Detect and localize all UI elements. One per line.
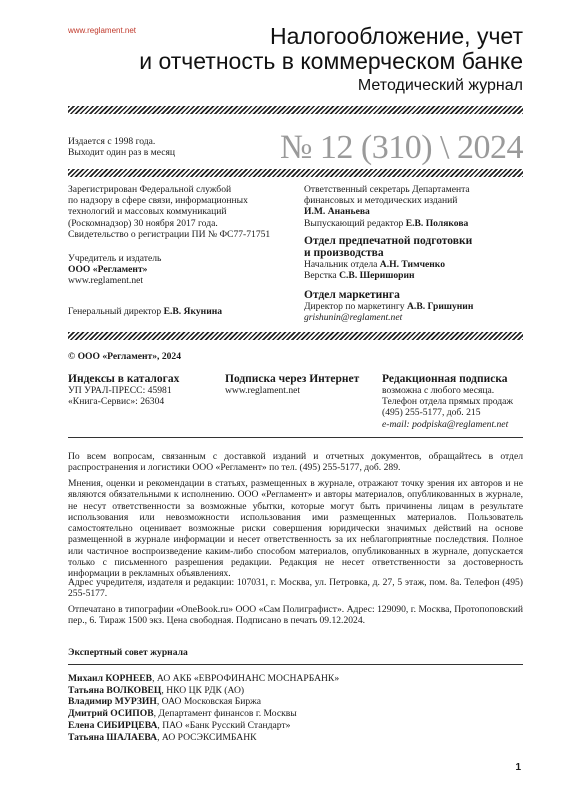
member-org: , НКО ЦК РДК (АО) (161, 684, 245, 696)
journal-title (139, 24, 523, 74)
member-first-name: Татьяна (68, 684, 105, 696)
disclaimer-paragraph: Мнения, оценки и рекомендации в статьях, размещенных в журнале, отражают точку зрения их авторов и не являются обязательными к исполнению. ООО «Регламент» и авторы материалов, опубликованных в журнале, не несут ответственности за возможные убытки, которые могут быть причинены лицам в результате использования или невозможности использования ими размещенных материалов. Пользователь самостоятельно оценивает возможные риски совершения юридически значимых действий на основе размещенной в журнале информации и несет ответственность за их неблагоприятные последствия. Полное или частичное воспроизведение каким-либо способом материалов, опубликованных в журнале, допускается только с письменного разрешения редакции. Редакция не несет ответственности за достоверность информации в рекламных объявлениях. (68, 478, 523, 580)
council-divider (68, 664, 523, 665)
layout-name: С.В. Шеришорин (339, 270, 415, 282)
divider-line (68, 437, 523, 438)
editor-line (304, 218, 524, 229)
layout-label: Верстка (304, 270, 337, 282)
frequency: Выходит один раз в месяц (68, 147, 176, 159)
director-block (68, 306, 222, 317)
member-org: , ПАО «Банк Русский Стандарт» (157, 719, 291, 731)
prepress-chief-label: Начальник отдела (304, 258, 378, 270)
founder-label: Учредитель и издатель (68, 253, 162, 264)
member-last-name: СИБИРЦЕВА (96, 719, 158, 731)
internet-site[interactable]: www.reglament.net (225, 385, 301, 396)
secretary-label: финансовых и методических изданий (304, 195, 458, 207)
council-member (68, 732, 339, 744)
member-org: , АО АКБ «ЕВРОФИНАНС МОСНАРБАНК» (152, 673, 340, 684)
registration-line: по надзору в сфере связи, информационных (68, 195, 248, 207)
member-org: , Департамент финансов г. Москвы (153, 708, 297, 720)
journal-title-line-2: и отчетность в коммерческом банке (139, 48, 523, 74)
registration-line: Свидетельство о регистрации ПИ № ФС77-71751 (68, 228, 271, 240)
founder-block (68, 253, 161, 287)
catalog-index: «Книга-Сервис»: 26304 (68, 396, 165, 408)
registration-line: технологий и массовых коммуникаций (68, 206, 227, 218)
founder-site[interactable]: www.reglament.net (68, 275, 144, 287)
issue-number: № 12 (310) \ 2024 (279, 129, 523, 166)
member-first-name: Татьяна (68, 731, 105, 743)
editor-label: Выпускающий редактор (304, 217, 404, 229)
hatched-divider-middle (68, 169, 523, 177)
site-url[interactable]: www.reglament.net (68, 26, 137, 35)
editorial-email[interactable]: e-mail: podpiska@reglament.net (382, 418, 509, 430)
member-first-name: Дмитрий (68, 708, 108, 720)
prepress-heading: Отдел предпечатной подготовки (304, 234, 473, 247)
registration-line: (Роскомнадзор) 30 ноября 2017 года. (68, 217, 218, 229)
council-member (68, 673, 339, 685)
journal-subtitle: Методический журнал (357, 77, 523, 94)
member-org: , ОАО Московская Биржа (156, 696, 262, 708)
editor-name: Е.В. Полякова (405, 217, 469, 229)
layout-line (304, 270, 524, 281)
secretary-name: И.М. Ананьева (304, 206, 370, 218)
marketing-heading: Отдел маркетинга (304, 289, 400, 302)
member-last-name: ОСИПОВ (110, 708, 154, 720)
prepress-heading: и производства (304, 246, 384, 259)
secretary-label: Ответственный секретарь Департамента (304, 184, 470, 195)
editorial-line: Телефон отдела прямых продаж (382, 396, 514, 408)
prepress-chief-name: А.Н. Тимченко (379, 258, 445, 270)
staff-block (304, 184, 524, 324)
internet-heading: Подписка через Интернет (225, 373, 360, 385)
council-member (68, 708, 339, 720)
prepress-chief-line (304, 259, 524, 270)
member-first-name: Елена (68, 719, 95, 731)
hatched-divider-top (68, 106, 523, 114)
editorial-subscription (382, 373, 524, 430)
hatched-divider-bottom (68, 332, 523, 340)
member-last-name: ВОЛКОВЕЦ (106, 684, 162, 696)
director-name: Е.В. Якунина (163, 306, 223, 317)
address-paragraph: Адрес учредителя, издателя и редакции: 107031, г. Москва, ул. Петровка, д. 27, 5 этаж, пом. 8а. Телефон (495) 255-5177. (68, 577, 523, 600)
council-member (68, 685, 339, 697)
editorial-heading: Редакционная подписка (382, 373, 508, 385)
member-first-name: Владимир (68, 696, 113, 708)
journal-title-line-1: Налогообложение, учет (269, 23, 523, 49)
director-label: Генеральный директор (68, 306, 162, 317)
print-paragraph: Отпечатано в типографии «OneBook.ru» ООО «Сам Полиграфист». Адрес: 129090, г. Москва, Протопоповский пер., 6. Тираж 1500 экз. Цена свободная. Подписано в печать 09.12.2024. (68, 604, 523, 627)
catalog-indexes (68, 373, 218, 407)
member-first-name: Михаил (68, 673, 103, 684)
marketing-director-name: А.В. Гришунин (407, 301, 474, 313)
council-member (68, 696, 339, 708)
page-number: 1 (515, 762, 521, 773)
published-since: Издается с 1998 года. (68, 136, 156, 147)
editorial-line: (495) 255-5177, доб. 215 (382, 407, 481, 419)
delivery-paragraph: По всем вопросам, связанным с доставкой изданий и отчетных документов, обращайтесь в отдел распространения и логистики ООО «Регламент» по тел. (495) 255-5177, доб. 289. (68, 451, 523, 474)
council-member (68, 720, 339, 732)
member-last-name: КОРНЕЕВ (105, 673, 153, 684)
registration-block (68, 184, 288, 240)
member-last-name: МУРЗИН (114, 696, 157, 708)
council-list (68, 673, 339, 743)
marketing-email[interactable]: grishunin@reglament.net (304, 312, 403, 324)
member-org: , АО РОСЭКСИМБАНК (157, 731, 257, 743)
member-last-name: ШАЛАЕВА (106, 731, 158, 743)
registration-line: Зарегистрирован Федеральной службой (68, 184, 232, 195)
issue-info (68, 136, 175, 158)
council-heading: Экспертный совет журнала (68, 647, 188, 658)
catalogs-heading: Индексы в каталогах (68, 373, 180, 385)
internet-subscription (225, 373, 375, 396)
editorial-line: возможна с любого месяца. (382, 385, 495, 396)
copyright: © ООО «Регламент», 2024 (68, 351, 182, 362)
founder-name: ООО «Регламент» (68, 264, 148, 276)
catalog-index: УП УРАЛ-ПРЕСС: 45981 (68, 385, 172, 396)
marketing-director-label: Директор по маркетингу (304, 301, 405, 313)
marketing-director-line (304, 301, 524, 312)
